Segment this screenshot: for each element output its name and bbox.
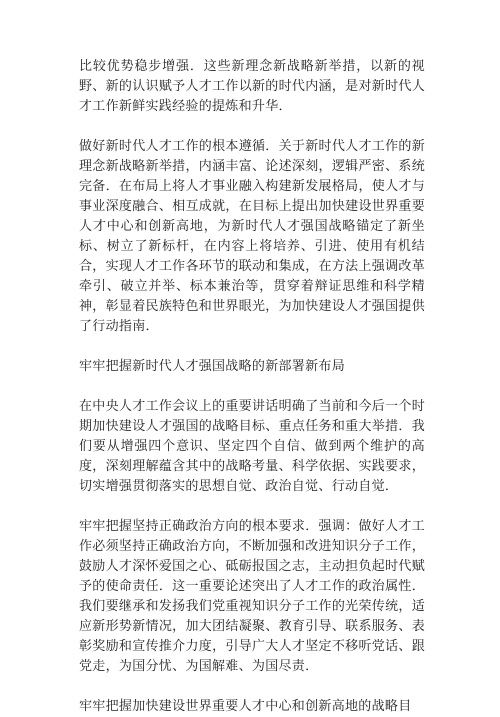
paragraph-central-conference: 在中央人才工作会议上的重要讲话明确了当前和今后一个时期加快建设人才强国的战略目标、重点任务和重大举措．我们要从增强四个意识、坚定四个自信、做到两个维护的高度，深刻理解蕴含其中的战略考量、科学依据、实践要求，切实增强贯彻落实的思想自觉、政治自觉、行动自觉． xyxy=(79,399,425,494)
paragraph-comparative-advantage: 比较优势稳步增强．这些新理念新战略新举措，以新的视野、新的认识赋予人才工作以新的时代内涵，是对新时代人才工作新鲜实践经验的提炼和升华． xyxy=(79,59,425,114)
paragraph-fundamental-guideline: 做好新时代人才工作的根本遵循．关于新时代人才工作的新理念新战略新举措，内涵丰富、论述深刻，逻辑严密、系统完备．在布局上将人才事业融入构建新发展格局，使人才与事业深度融合、相互成就，在目标上提出加快建设世界重要人才中心和创新高地，为新时代人才强国战略锚定了新坐标、树立了新标杆，在内容上将培养、引进、使用有机结合，实现人才工作各环节的联动和集成，在方法上强调改革牵引、破立并举、标本兼治等，贯穿着辩证思维和科学精神，彰显着民族特色和世界眼光，为加快建设人才强国提供了行动指南． xyxy=(79,139,425,334)
document-body xyxy=(79,57,425,717)
paragraph-strategic-goal: 牢牢把握加快建设世界重要人才中心和创新高地的战略目 xyxy=(79,699,412,714)
section-heading: 牢牢把握新时代人才强国战略的新部署新布局 xyxy=(79,359,346,374)
paragraph-political-direction: 牢牢把握坚持正确政治方向的根本要求．强调：做好人才工作必须坚持正确政治方向，不断加强和改进知识分子工作，鼓励人才深怀爱国之心、砥砺报国之志，主动担负起时代赋予的使命责任．这一重要论述突出了人才工作的政治属性．我们要继承和发扬我们党重视知识分子工作的光荣传统，适应新形势新情况，加大团结凝聚、教育引导、联系服务、表彰奖励和宣传推介力度，引导广大人才坚定不移听党话、跟党走，为国分忧、为国解难、为国尽责． xyxy=(79,519,425,674)
